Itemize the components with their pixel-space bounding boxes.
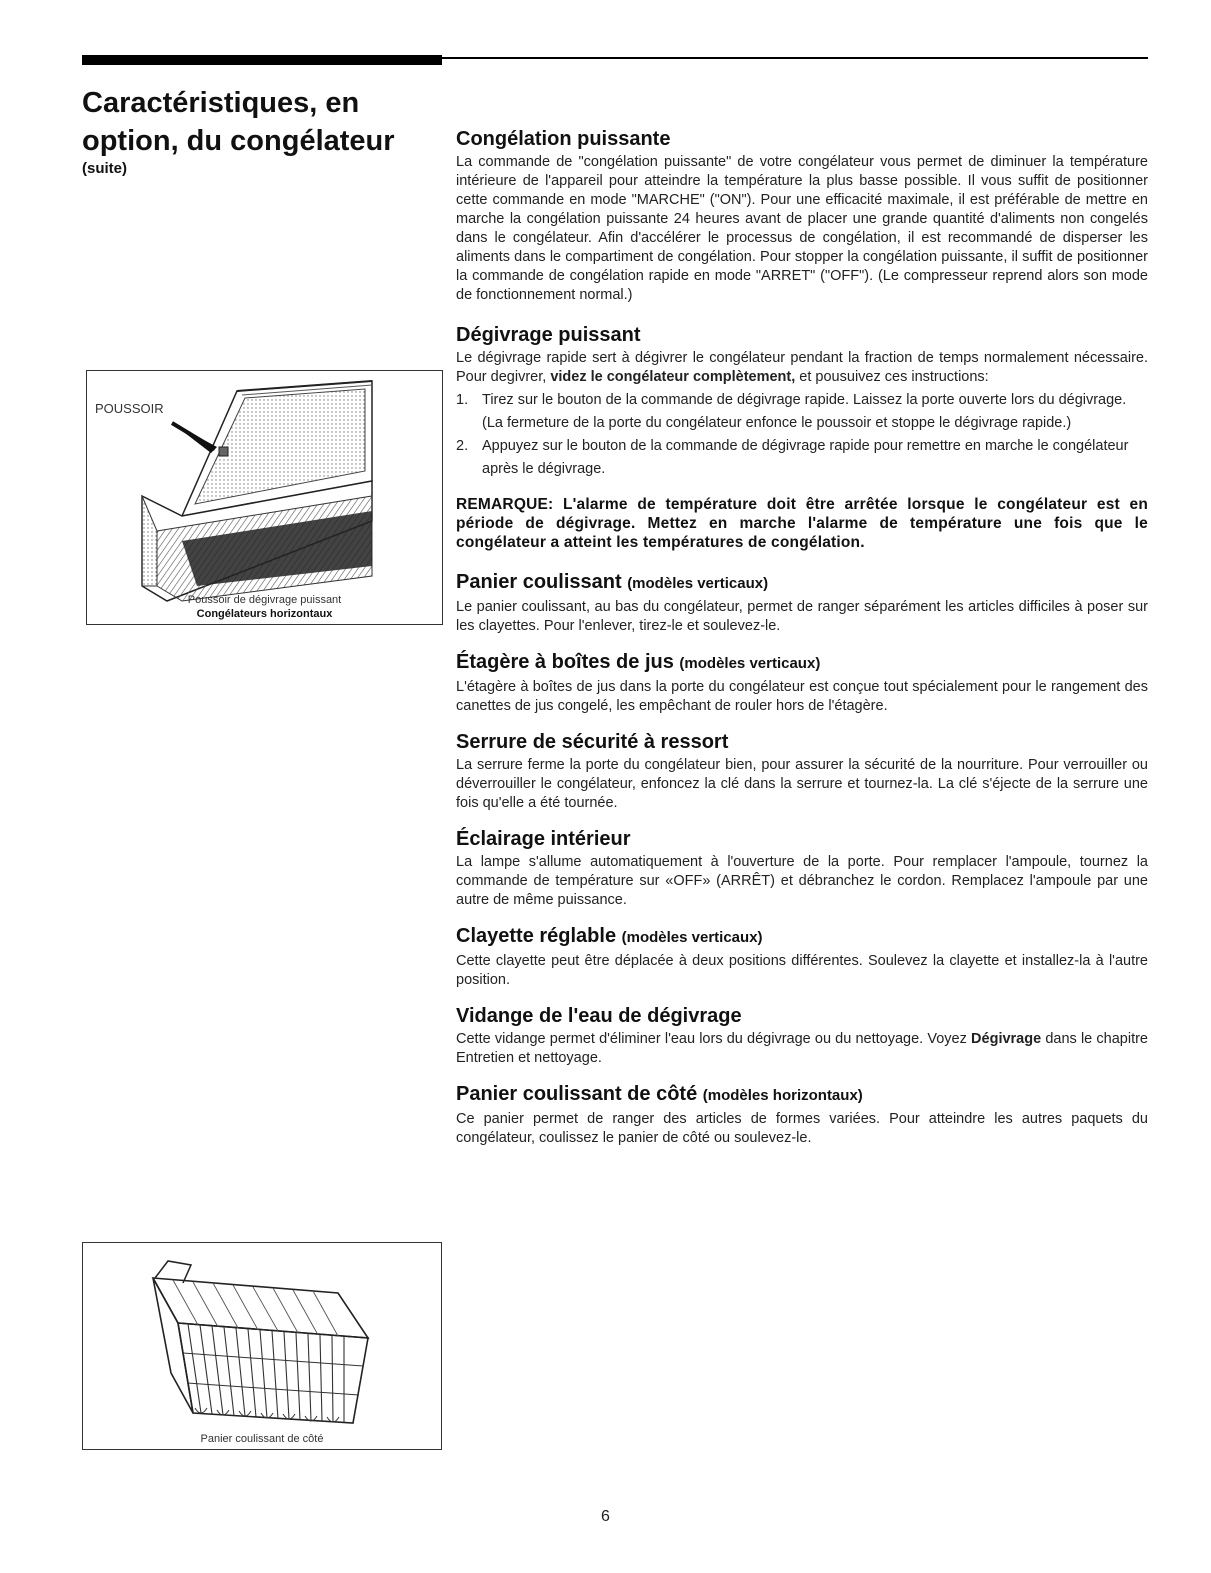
- section-title: Vidange de l'eau de dégivrage: [456, 1005, 742, 1027]
- section-title-text: Panier coulissant de côté: [456, 1083, 698, 1105]
- body-bold-text: Dégivrage: [971, 1031, 1042, 1047]
- section-eclairage: [456, 827, 1148, 910]
- section-body: La lampe s'allume automatiquement à l'ouverture de la porte. Pour remplacer l'ampoule, tournez la commande de température sur «OFF» (ARRÊT) et débranchez le cordon. Remplacez l'ampoule par une autre de même puissance.: [456, 854, 1148, 908]
- section-title-text: Étagère à boîtes de jus: [456, 651, 674, 673]
- page-number: 6: [601, 1508, 610, 1525]
- body-text-end: dans le chapitre Entretien et nettoyage.: [456, 1031, 1148, 1066]
- section-title: Serrure de sécurité à ressort: [456, 731, 729, 753]
- defrost-steps-list: [456, 389, 1148, 481]
- section-title: [456, 924, 1148, 950]
- section-body: Le panier coulissant, au bas du congélateur, permet de ranger séparément les articles difficiles à poser sur les clayettes. Pour l'enlever, tirez-le et soulevez-le.: [456, 599, 1148, 634]
- list-item: [456, 389, 1148, 435]
- section-clayette: [456, 924, 1148, 990]
- step-number: 2.: [456, 438, 469, 454]
- figure-caption-line1: Poussoir de dégivrage puissant: [187, 594, 342, 606]
- header-rule-thin: [442, 57, 1148, 59]
- section-body: L'étagère à boîtes de jus dans la porte du congélateur est conçue tout spécialement pour le rangement des canettes de jus congelé, les empêchant de rouler hors de l'étagère.: [456, 679, 1148, 714]
- intro-bold-text: videz le congélateur complètement,: [550, 369, 796, 385]
- section-body: Cette clayette peut être déplacée à deux positions différentes. Soulevez la clayette et installez-la à l'autre position.: [456, 953, 1148, 988]
- section-title-tag: (modèles horizontaux): [702, 1087, 863, 1104]
- section-title: [456, 650, 1148, 676]
- section-panier-cote: [456, 1082, 1148, 1148]
- figure-label-poussoir: POUSSOIR: [95, 401, 164, 416]
- section-title: Congélation puissante: [456, 128, 671, 150]
- section-body: La serrure ferme la porte du congélateur bien, pour assurer la sécurité de la nourriture. Pour verrouiller ou déverrouiller le congélateur, enfoncez la clé dans la serrure et tournez-la. La clé s'éjecte de la serrure une fois qu'elle a été tournée.: [456, 757, 1148, 811]
- section-congelation-puissante: [456, 127, 1148, 305]
- section-title: Éclairage intérieur: [456, 828, 631, 850]
- section-panier-coulissant: [456, 570, 1148, 636]
- section-body: [456, 1030, 1148, 1068]
- step-number: 1.: [456, 392, 469, 408]
- page-subtitle: (suite): [82, 160, 127, 177]
- intro-text-end: et pousuivez ces instructions:: [795, 369, 989, 385]
- section-title-tag: (modèles verticaux): [679, 655, 821, 672]
- figure-sliding-basket: [82, 1242, 442, 1450]
- figure-defrost-push-rod: [86, 370, 443, 625]
- section-serrure: [456, 730, 1148, 813]
- section-body: Ce panier permet de ranger des articles de formes variées. Pour atteindre les autres paquets du congélateur, coulissez le panier de côté ou soulevez-le.: [456, 1111, 1148, 1146]
- section-etagere-boites-jus: [456, 650, 1148, 716]
- section-degivrage-puissant: [456, 323, 1148, 481]
- section-title: [456, 1082, 1148, 1108]
- intro-text: Le dégivrage rapide sert à dégivrer le congélateur pendant la fraction de temps normalement nécessaire. Pour degivrer,: [456, 350, 1148, 385]
- section-title-tag: (modèles verticaux): [627, 575, 769, 592]
- remark-note: REMARQUE: L'alarme de température doit être arrêtée lorsque le congélateur est en période de dégivrage. Mettez en marche l'alarme de température une fois que le congélateur a atteint les températures de congélation.: [456, 496, 1148, 551]
- body-text: Cette vidange permet d'éliminer l'eau lors du dégivrage ou du nettoyage. Voyez: [456, 1031, 972, 1047]
- step-text: Appuyez sur le bouton de la commande de dégivrage rapide pour remettre en marche le congélateur après le dégivrage.: [482, 438, 1129, 477]
- figure-caption: Panier coulissant de côté: [200, 1433, 324, 1445]
- section-title-tag: (modèles verticaux): [621, 929, 763, 946]
- step-text: Tirez sur le bouton de la commande de dégivrage rapide. Laissez la porte ouverte lors du dégivrage. (La fermeture de la porte du congélateur enfonce le poussoir et stoppe le dégivrage rapide.): [482, 392, 1127, 431]
- section-intro: [456, 349, 1148, 387]
- list-item: [456, 435, 1148, 481]
- section-title-text: Panier coulissant: [456, 571, 622, 593]
- section-title-text: Clayette réglable: [456, 925, 617, 947]
- wire-basket-illustration: [83, 1243, 441, 1449]
- section-title: [456, 570, 1148, 596]
- header-rule-thick: [82, 55, 442, 65]
- figure-caption-line2: Congélateurs horizontaux: [196, 608, 333, 620]
- section-vidange: [456, 1004, 1148, 1068]
- main-content: [456, 127, 1148, 1162]
- section-title: Dégivrage puissant: [456, 324, 641, 346]
- page-title: Caractéristiques, en option, du congélateur: [82, 87, 395, 157]
- section-body: La commande de "congélation puissante" de votre congélateur vous permet de diminuer la température intérieure de l'appareil pour atteindre la température la plus basse possible. Il vous suffit de positionner cette commande en mode "MARCHE" ("ON"). Pour une efficacité maximale, il est préférable de mettre en marche la congélation puissante 24 heures avant de placer une grande quantité d'aliments non congelés dans le congélateur. Afin d'accélérer le processus de congélation, il est recommandé de disperser les aliments dans le compartiment de congélation. Pour stopper la congélation puissante, il suffit de positionner la commande de congélation rapide en mode "ARRET" ("OFF"). (Le compresseur reprend alors son mode de fonctionnement normal.): [456, 154, 1148, 303]
